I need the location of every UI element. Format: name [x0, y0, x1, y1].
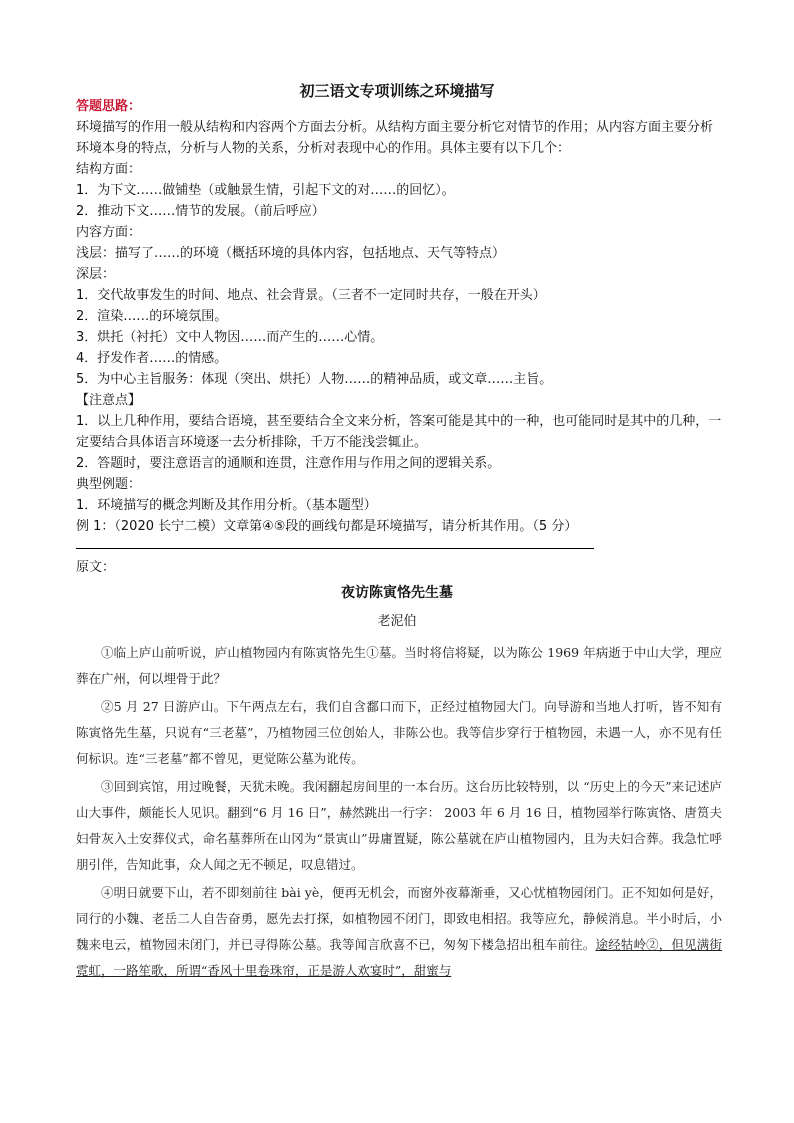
underlined-sentence: 途经牯岭②，但见满街霓虹，一路笙歌，所谓“香风十里卷珠帘，正是游人欢宴时”，甜蜜与 [76, 937, 722, 978]
notes-label: 【注意点】 [76, 393, 142, 408]
content-label: 内容方面： [76, 225, 142, 240]
deep-item: 5．为中心主旨服务：体现（突出、烘托）人物……的精神品质，或文章……主旨。 [76, 372, 553, 387]
note-item: 1．以上几种作用，要结合语境，甚至要结合全文来分析，答案可能是其中的一种，也可能同时是其中的几种，一定要结合具体语言环境逐一去分析排除，千万不能浅尝辄止。 [76, 414, 722, 450]
article-paragraph: ③回到宾馆，用过晚餐，天犹未晚。我闲翻起房间里的一本台历。这台历比较特别，以 “历史上的今天”来记述庐山大事件，颇能长人见识。翻到“6 月 16 日”，赫然跳出一行字： 2003 年 6 月 16 日，植物园举行陈寅恪、唐筼夫妇骨灰入土安葬仪式，命名墓葬所在山冈为“景寅山”毋庸置疑，陈公墓就在庐山植物园内，且为夫妇合葬。我急忙呼朋引伴，告知此事，众人闻之无不顿足，叹息错过。 [76, 779, 722, 872]
guide-heading: 答题思路： [76, 99, 142, 114]
examples-label: 典型例题： [76, 477, 142, 492]
guide-intro: 环境描写的作用一般从结构和内容两个方面去分析。从结构方面主要分析它对情节的作用；从内容方面主要分析环境本身的特点，分析与人物的关系，分析对表现中心的作用。具体主要有以下几个： [76, 120, 714, 156]
structure-label: 结构方面： [76, 162, 142, 177]
page-title: 初三语文专项训练之环境描写 [299, 82, 495, 100]
deep-label: 深层： [76, 267, 116, 282]
article-title: 夜访陈寅恪先生墓 [341, 585, 453, 601]
divider-line [76, 548, 594, 549]
article-paragraph [76, 880, 722, 984]
deep-item: 2．渲染……的环境氛围。 [76, 309, 228, 324]
example-type: 1．环境描写的概念判断及其作用分析。（基本题型） [76, 498, 377, 513]
source-label: 原文： [76, 560, 116, 575]
note-item: 2．答题时，要注意语言的通顺和连贯，注意作用与作用之间的逻辑关系。 [76, 456, 501, 471]
article-paragraph: ②5 月 27 日游庐山。下午两点左右，我们自含鄱口而下，正经过植物园大门。向导游和当地人打听，皆不知有陈寅恪先生墓，只说有“三老墓”，乃植物园三位创始人，非陈公也。我等信步穿行于植物园，未遇一人，亦不见有任何标识。连“三老墓”都不曾见，更觉陈公墓为讹传。 [76, 699, 722, 766]
deep-item: 3．烘托（衬托）文中人物因……而产生的……心情。 [76, 330, 384, 345]
deep-item: 4．抒发作者……的情感。 [76, 351, 228, 366]
paragraph-text: ④明日就要下山，若不即刻前往 bài yè，便再无机会，而窗外夜幕渐垂，又心忧植物园闭门。正不知如何是好，同行的小魏、老岳二人自告奋勇，愿先去打探，如植物园不闭门，即致电相招。我等应允，静候消息。半小时后，小魏来电云，植物园未闭门，并已寻得陈公墓。我等闻言欣喜不已，匆匆下楼急招出租车前往。 [76, 885, 722, 952]
example-question: 例 1：（2020 长宁二模）文章第④⑤段的画线句都是环境描写，请分析其作用。（5 分） [76, 519, 578, 534]
article-body [76, 640, 722, 984]
structure-item: 1．为下文……做铺垫（或触景生情，引起下文的对……的回忆）。 [76, 183, 455, 198]
shallow-level: 浅层：描写了……的环境（概括环境的具体内容，包括地点、天气等特点） [76, 246, 506, 261]
answer-guide [76, 96, 722, 537]
deep-item: 1．交代故事发生的时间、地点、社会背景。（三者不一定同时共存，一般在开头） [76, 288, 546, 303]
structure-item: 2．推动下文……情节的发展。（前后呼应） [76, 204, 325, 219]
article-author: 老泥伯 [377, 614, 417, 629]
article-paragraph: ①临上庐山前听说，庐山植物园内有陈寅恪先生①墓。当时将信将疑，以为陈公 1969 年病逝于中山大学，理应葬在广州，何以埋骨于此？ [76, 645, 722, 686]
